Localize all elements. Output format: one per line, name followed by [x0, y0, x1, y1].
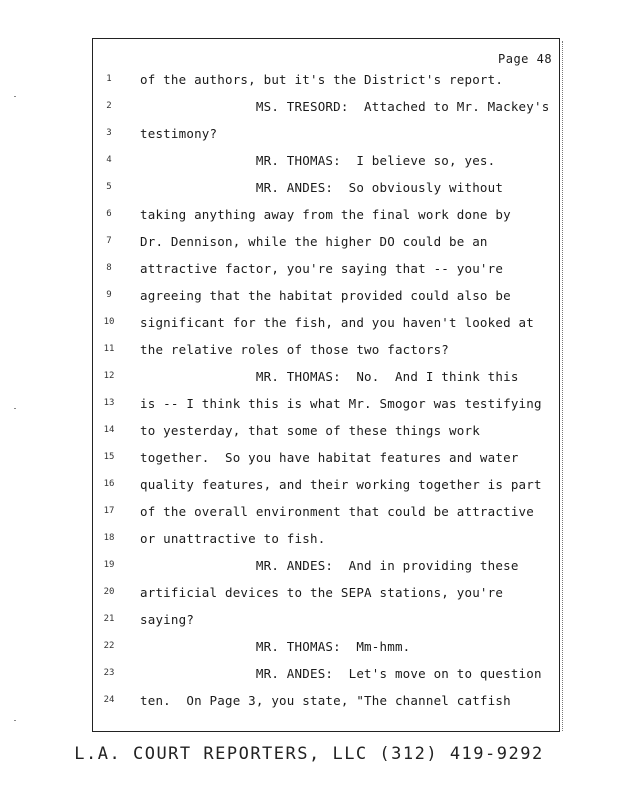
- transcript-line: [92, 666, 560, 693]
- transcript-line: [92, 99, 560, 126]
- line-number: 1: [106, 74, 112, 84]
- line-number: 20: [103, 587, 115, 597]
- line-number: 10: [103, 317, 115, 327]
- transcript-line: [92, 639, 560, 666]
- line-text: saying?: [140, 612, 195, 627]
- line-text: Dr. Dennison, while the higher DO could be an: [140, 234, 488, 249]
- line-number: 19: [103, 560, 115, 570]
- line-text: of the overall environment that could be attractive: [140, 504, 535, 519]
- line-number: 14: [103, 425, 115, 435]
- line-text: testimony?: [140, 126, 218, 141]
- scan-speck: [14, 408, 16, 409]
- line-number: 5: [106, 182, 112, 192]
- transcript-line: [92, 288, 560, 315]
- transcript-line: [92, 477, 560, 504]
- line-text: attractive factor, you're saying that -- you're: [140, 261, 504, 276]
- line-number: 3: [106, 128, 112, 138]
- line-text: MR. ANDES: And in providing these: [140, 558, 519, 573]
- transcript-line: [92, 72, 560, 99]
- transcript-line: [92, 693, 560, 720]
- line-number: 12: [103, 371, 115, 381]
- line-number: 7: [106, 236, 112, 246]
- transcript-line: [92, 153, 560, 180]
- line-text: MR. THOMAS: I believe so, yes.: [140, 153, 496, 168]
- line-text: artificial devices to the SEPA stations, you're: [140, 585, 504, 600]
- transcript-line: [92, 315, 560, 342]
- line-text: of the authors, but it's the District's report.: [140, 72, 504, 87]
- transcript-line: [92, 180, 560, 207]
- line-text: the relative roles of those two factors?: [140, 342, 450, 357]
- line-text: MS. TRESORD: Attached to Mr. Mackey's: [140, 99, 550, 114]
- line-text: quality features, and their working together is part: [140, 477, 542, 492]
- transcript-line: [92, 450, 560, 477]
- transcript-line: [92, 207, 560, 234]
- line-text: is -- I think this is what Mr. Smogor was testifying: [140, 396, 542, 411]
- line-text: taking anything away from the final work done by: [140, 207, 511, 222]
- line-text: agreeing that the habitat provided could also be: [140, 288, 511, 303]
- line-number: 23: [103, 668, 115, 678]
- transcript-line: [92, 531, 560, 558]
- line-text: MR. ANDES: Let's move on to question: [140, 666, 542, 681]
- line-number: 15: [103, 452, 115, 462]
- transcript-line: [92, 558, 560, 585]
- transcript-line: [92, 396, 560, 423]
- transcript-line: [92, 423, 560, 450]
- line-text: MR. ANDES: So obviously without: [140, 180, 504, 195]
- line-text: MR. THOMAS: Mm-hmm.: [140, 639, 411, 654]
- line-text: or unattractive to fish.: [140, 531, 326, 546]
- transcript-line: [92, 504, 560, 531]
- line-number: 21: [103, 614, 115, 624]
- line-text: to yesterday, that some of these things work: [140, 423, 480, 438]
- line-number: 18: [103, 533, 115, 543]
- line-text: together. So you have habitat features and water: [140, 450, 519, 465]
- line-number: 6: [106, 209, 112, 219]
- transcript-line: [92, 126, 560, 153]
- transcript-line: [92, 585, 560, 612]
- scan-speck: [14, 96, 16, 97]
- transcript-line: [92, 261, 560, 288]
- page-number: Page 48: [498, 52, 553, 66]
- line-number: 24: [103, 695, 115, 705]
- line-number: 22: [103, 641, 115, 651]
- line-number: 2: [106, 101, 112, 111]
- line-text: significant for the fish, and you haven't looked at: [140, 315, 535, 330]
- line-text: MR. THOMAS: No. And I think this: [140, 369, 519, 384]
- line-number: 9: [106, 290, 112, 300]
- transcript-line: [92, 369, 560, 396]
- transcript-line: [92, 342, 560, 369]
- line-number: 13: [103, 398, 115, 408]
- court-reporter-footer: L.A. COURT REPORTERS, LLC (312) 419-9292: [74, 744, 544, 764]
- transcript-line: [92, 234, 560, 261]
- transcript-line: [92, 612, 560, 639]
- line-number: 4: [106, 155, 112, 165]
- scan-speck: [14, 720, 16, 721]
- line-number: 17: [103, 506, 115, 516]
- line-number: 16: [103, 479, 115, 489]
- line-number: 8: [106, 263, 112, 273]
- line-number: 11: [103, 344, 115, 354]
- line-text: ten. On Page 3, you state, "The channel catfish: [140, 693, 511, 708]
